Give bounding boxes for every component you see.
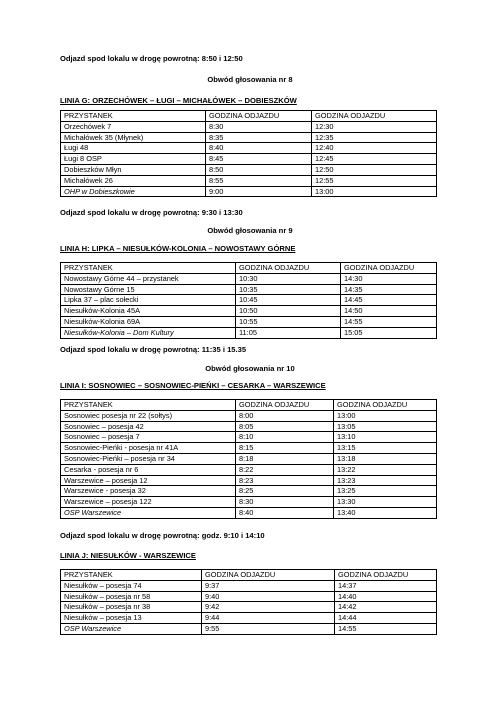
- stop-cell: Niesułków – posesja 13: [61, 613, 202, 624]
- stop-cell: Niesułków – posesja 74: [61, 580, 202, 591]
- time-cell: 13:40: [334, 507, 437, 518]
- stop-cell: Cesarka - posesja nr 6: [61, 464, 236, 475]
- time-cell: 8:40: [236, 507, 334, 518]
- table-row: [61, 132, 437, 143]
- time-cell: 9:44: [202, 613, 335, 624]
- table-row: [61, 591, 437, 602]
- time-cell: 8:05: [236, 421, 334, 432]
- time-cell: 14:45: [341, 295, 437, 306]
- line-heading: LINIA J: NIESUŁKÓW - WARSZEWICE: [60, 551, 196, 560]
- line-heading: LINIA I: SOSNOWIEC – SOSNOWIEC-PIEŃKI – CESARKA – WARSZEWICE: [60, 381, 326, 390]
- time-cell: 14:50: [341, 306, 437, 317]
- table-header-row: [61, 570, 437, 581]
- table-row: [61, 327, 437, 338]
- time-cell: 13:25: [334, 486, 437, 497]
- time-cell: 14:44: [335, 613, 437, 624]
- stop-cell: Sosnowiec-Pieńki – posesja nr 34: [61, 453, 236, 464]
- stop-cell: OHP w Dobieszkowie: [61, 186, 206, 197]
- time-cell: 13:15: [334, 443, 437, 454]
- time-cell: 13:23: [334, 475, 437, 486]
- stop-cell: Niesułków – posesja nr 58: [61, 591, 202, 602]
- time-cell: 10:35: [236, 284, 341, 295]
- table-row: [61, 464, 437, 475]
- time-cell: 10:30: [236, 273, 341, 284]
- column-header: GODZINA ODJAZDU: [236, 400, 334, 411]
- table-row: [61, 273, 437, 284]
- time-cell: 14:40: [335, 591, 437, 602]
- column-header: PRZYSTANEK: [61, 570, 202, 581]
- stop-cell: Orzechówek 7: [61, 121, 206, 132]
- schedule-table: [60, 399, 437, 519]
- time-cell: 9:42: [202, 602, 335, 613]
- table-row: [61, 295, 437, 306]
- return-departure-note: Odjazd spod lokalu w drogę powrotną: 11:35 i 15.35: [60, 345, 247, 354]
- table-row: [61, 623, 437, 634]
- table-row: [61, 432, 437, 443]
- column-header: GODZINA ODJAZDU: [236, 263, 341, 274]
- table-row: [61, 443, 437, 454]
- time-cell: 8:50: [206, 164, 312, 175]
- time-cell: 13:00: [312, 186, 437, 197]
- return-departure-note: Odjazd spod lokalu w drogę powrotną: 9:30 i 13:30: [60, 208, 243, 217]
- time-cell: 10:45: [236, 295, 341, 306]
- time-cell: 13:10: [334, 432, 437, 443]
- column-header: GODZINA ODJAZDU: [206, 111, 312, 122]
- time-cell: 9:00: [206, 186, 312, 197]
- time-cell: 11:05: [236, 327, 341, 338]
- time-cell: 9:40: [202, 591, 335, 602]
- table-row: [61, 421, 437, 432]
- district-heading: Obwód głosowania nr 9: [207, 226, 293, 235]
- time-cell: 8:35: [206, 132, 312, 143]
- stop-cell: OSP Warszewice: [61, 507, 236, 518]
- stop-cell: Warszewice - posesja 32: [61, 486, 236, 497]
- line-heading: LINIA H: LIPKA – NIESUŁKÓW-KOLONIA – NOWOSTAWY GÓRNE: [60, 244, 296, 253]
- stop-cell: Michałówek 26: [61, 175, 206, 186]
- time-cell: 15:05: [341, 327, 437, 338]
- stop-cell: Warszewice – posesja 12: [61, 475, 236, 486]
- table-row: [61, 175, 437, 186]
- table-row: [61, 143, 437, 154]
- time-cell: 8:25: [236, 486, 334, 497]
- time-cell: 8:23: [236, 475, 334, 486]
- stop-cell: Sosnowiec posesja nr 22 (sołtys): [61, 410, 236, 421]
- stop-cell: Warszewice – posesja 122: [61, 497, 236, 508]
- time-cell: 10:50: [236, 306, 341, 317]
- time-cell: 8:22: [236, 464, 334, 475]
- table-row: [61, 613, 437, 624]
- time-cell: 14:55: [341, 316, 437, 327]
- time-cell: 14:55: [335, 623, 437, 634]
- schedule-table: [60, 569, 437, 635]
- time-cell: 8:30: [236, 497, 334, 508]
- table-row: [61, 486, 437, 497]
- time-cell: 13:18: [334, 453, 437, 464]
- time-cell: 10:55: [236, 316, 341, 327]
- stop-cell: Nowostawy Górne 15: [61, 284, 236, 295]
- column-header: PRZYSTANEK: [61, 263, 236, 274]
- time-cell: 12:55: [312, 175, 437, 186]
- stop-cell: Nowostawy Górne 44 – przystanek: [61, 273, 236, 284]
- table-header-row: [61, 111, 437, 122]
- district-heading: Obwód głosowania nr 10: [205, 364, 295, 373]
- column-header: GODZINA ODJAZDU: [335, 570, 437, 581]
- table-row: [61, 316, 437, 327]
- column-header: GODZINA ODJAZDU: [202, 570, 335, 581]
- table-row: [61, 410, 437, 421]
- column-header: PRZYSTANEK: [61, 111, 206, 122]
- time-cell: 8:40: [206, 143, 312, 154]
- stop-cell: Niesułków-Kolonia 69A: [61, 316, 236, 327]
- table-row: [61, 121, 437, 132]
- table-row: [61, 154, 437, 165]
- time-cell: 12:40: [312, 143, 437, 154]
- column-header: GODZINA ODJAZDU: [312, 111, 437, 122]
- time-cell: 14:30: [341, 273, 437, 284]
- time-cell: 12:30: [312, 121, 437, 132]
- time-cell: 8:55: [206, 175, 312, 186]
- table-row: [61, 497, 437, 508]
- stop-cell: Sosnowiec – posesja 42: [61, 421, 236, 432]
- stop-cell: Michałówek 35 (Młynek): [61, 132, 206, 143]
- time-cell: 8:15: [236, 443, 334, 454]
- time-cell: 14:42: [335, 602, 437, 613]
- line-heading: LINIA G: ORZECHÓWEK – ŁUGI – MICHAŁÓWEK – DOBIESZKÓW: [60, 96, 297, 105]
- time-cell: 9:55: [202, 623, 335, 634]
- time-cell: 14:37: [335, 580, 437, 591]
- table-row: [61, 284, 437, 295]
- stop-cell: Lipka 37 – plac sołecki: [61, 295, 236, 306]
- table-row: [61, 602, 437, 613]
- district-heading: Obwód głosowania nr 8: [207, 75, 293, 84]
- stop-cell: Dobieszków Młyn: [61, 164, 206, 175]
- time-cell: 14:35: [341, 284, 437, 295]
- stop-cell: Sosnowiec-Pieńki - posesja nr 41A: [61, 443, 236, 454]
- time-cell: 8:18: [236, 453, 334, 464]
- table-row: [61, 306, 437, 317]
- schedule-table: [60, 262, 437, 339]
- table-row: [61, 186, 437, 197]
- time-cell: 12:35: [312, 132, 437, 143]
- time-cell: 8:45: [206, 154, 312, 165]
- stop-cell: Niesułków – posesja nr 38: [61, 602, 202, 613]
- stop-cell: Niesułków-Kolonia – Dom Kultury: [61, 327, 236, 338]
- column-header: GODZINA ODJAZDU: [341, 263, 437, 274]
- time-cell: 12:50: [312, 164, 437, 175]
- column-header: GODZINA ODJAZDU: [334, 400, 437, 411]
- table-header-row: [61, 400, 437, 411]
- schedule-table: [60, 110, 437, 197]
- table-row: [61, 507, 437, 518]
- table-row: [61, 453, 437, 464]
- time-cell: 8:30: [206, 121, 312, 132]
- time-cell: 9:37: [202, 580, 335, 591]
- return-departure-note: Odjazd spod lokalu w drogę powrotną: godz. 9:10 i 14:10: [60, 531, 265, 540]
- table-header-row: [61, 263, 437, 274]
- stop-cell: Sosnowiec – posesja 7: [61, 432, 236, 443]
- time-cell: 13:30: [334, 497, 437, 508]
- time-cell: 8:00: [236, 410, 334, 421]
- column-header: PRZYSTANEK: [61, 400, 236, 411]
- time-cell: 8:10: [236, 432, 334, 443]
- time-cell: 13:22: [334, 464, 437, 475]
- time-cell: 12:45: [312, 154, 437, 165]
- time-cell: 13:05: [334, 421, 437, 432]
- stop-cell: OSP Warszewice: [61, 623, 202, 634]
- time-cell: 13:00: [334, 410, 437, 421]
- table-row: [61, 164, 437, 175]
- table-row: [61, 475, 437, 486]
- return-departure-note: Odjazd spod lokalu w drogę powrotną: 8:50 i 12:50: [60, 54, 243, 63]
- stop-cell: Ługi 8 OSP: [61, 154, 206, 165]
- stop-cell: Ługi 48: [61, 143, 206, 154]
- table-row: [61, 580, 437, 591]
- stop-cell: Niesułków-Kolonia 45A: [61, 306, 236, 317]
